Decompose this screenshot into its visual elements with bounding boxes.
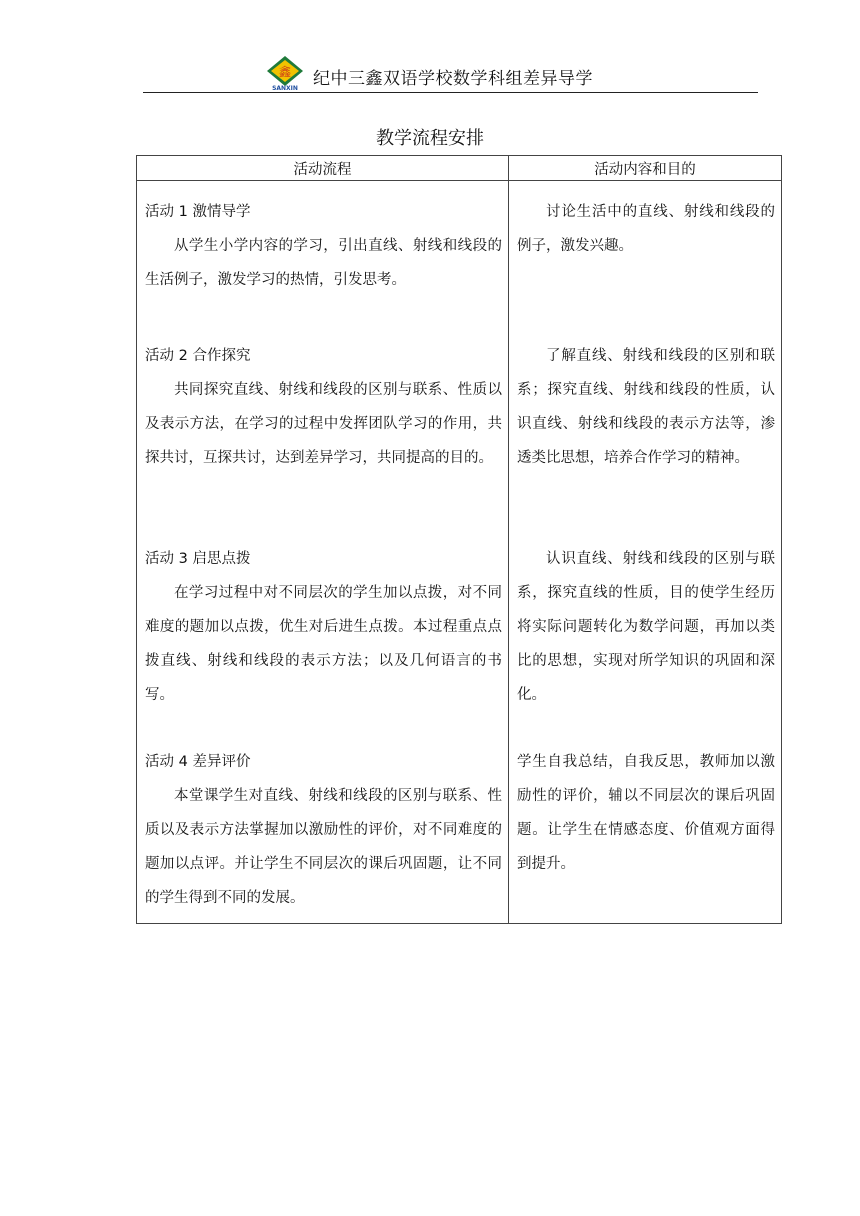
activity-purpose-text: 学生自我总结，自我反思，教师加以激励性的评价，辅以不同层次的课后巩固题。让学生在情感态度、价值观方面得到提升。 — [517, 754, 775, 872]
activity-1-purpose — [517, 195, 775, 263]
activity-purpose-text: 了解直线、射线和线段的区别和联系；探究直线、射线和线段的性质，认识直线、射线和线段的表示方法等，渗透类比思想，培养合作学习的精神。 — [517, 348, 775, 466]
activity-purpose-text: 讨论生活中的直线、射线和线段的例子，激发兴趣。 — [517, 204, 775, 254]
activity-flow-text: 在学习过程中对不同层次的学生加以点拨，对不同难度的题加以点拨，优生对后进生点拨。本过程重点点拨直线、射线和线段的表示方法；以及几何语言的书写。 — [145, 585, 502, 703]
activity-purpose-text: 认识直线、射线和线段的区别与联系，探究直线的性质，目的使学生经历将实际问题转化为数学问题，再加以类比的思想，实现对所学知识的巩固和深化。 — [517, 551, 775, 703]
activity-2-purpose — [517, 339, 775, 475]
column-header-flow: 活动流程 — [137, 156, 509, 181]
logo-wordmark: SANXIN — [272, 85, 298, 91]
activity-flow-text: 共同探究直线、射线和线段的区别与联系、性质以及表示方法，在学习的过程中发挥团队学习的作用，共探共讨，互探共讨，达到差异学习，共同提高的目的。 — [145, 382, 502, 466]
activity-heading: 活动 3 启思点拨 — [145, 551, 251, 567]
activity-3-purpose — [517, 542, 775, 712]
activity-2-flow — [145, 339, 502, 475]
header-title: 纪中三鑫双语学校数学科组差异导学 — [313, 69, 593, 89]
page-header — [143, 52, 758, 93]
logo-character: 鑫 — [278, 65, 292, 79]
activity-3-flow — [145, 542, 502, 712]
activity-flow-text: 从学生小学内容的学习，引出直线、射线和线段的生活例子，激发学习的热情，引发思考。 — [145, 238, 502, 288]
table-header-row — [137, 156, 782, 181]
activity-heading: 活动 2 合作探究 — [145, 348, 251, 364]
teaching-flow-table — [136, 155, 782, 924]
activity-4-flow — [145, 745, 502, 915]
document-title: 教学流程安排 — [376, 128, 484, 149]
purpose-column — [509, 181, 782, 924]
activity-1-flow — [145, 195, 502, 297]
activity-flow-text: 本堂课学生对直线、射线和线段的区别与联系、性质以及表示方法掌握加以激励性的评价，对不同难度的题加以点评。并让学生不同层次的课后巩固题，让不同的学生得到不同的发展。 — [145, 788, 502, 906]
school-logo — [263, 55, 307, 91]
flow-column — [137, 181, 509, 924]
activity-4-purpose — [517, 745, 775, 881]
column-header-purpose: 活动内容和目的 — [509, 156, 782, 181]
activity-heading: 活动 1 激情导学 — [145, 204, 251, 220]
activity-heading: 活动 4 差异评价 — [145, 754, 251, 770]
table-body-row — [137, 181, 782, 924]
